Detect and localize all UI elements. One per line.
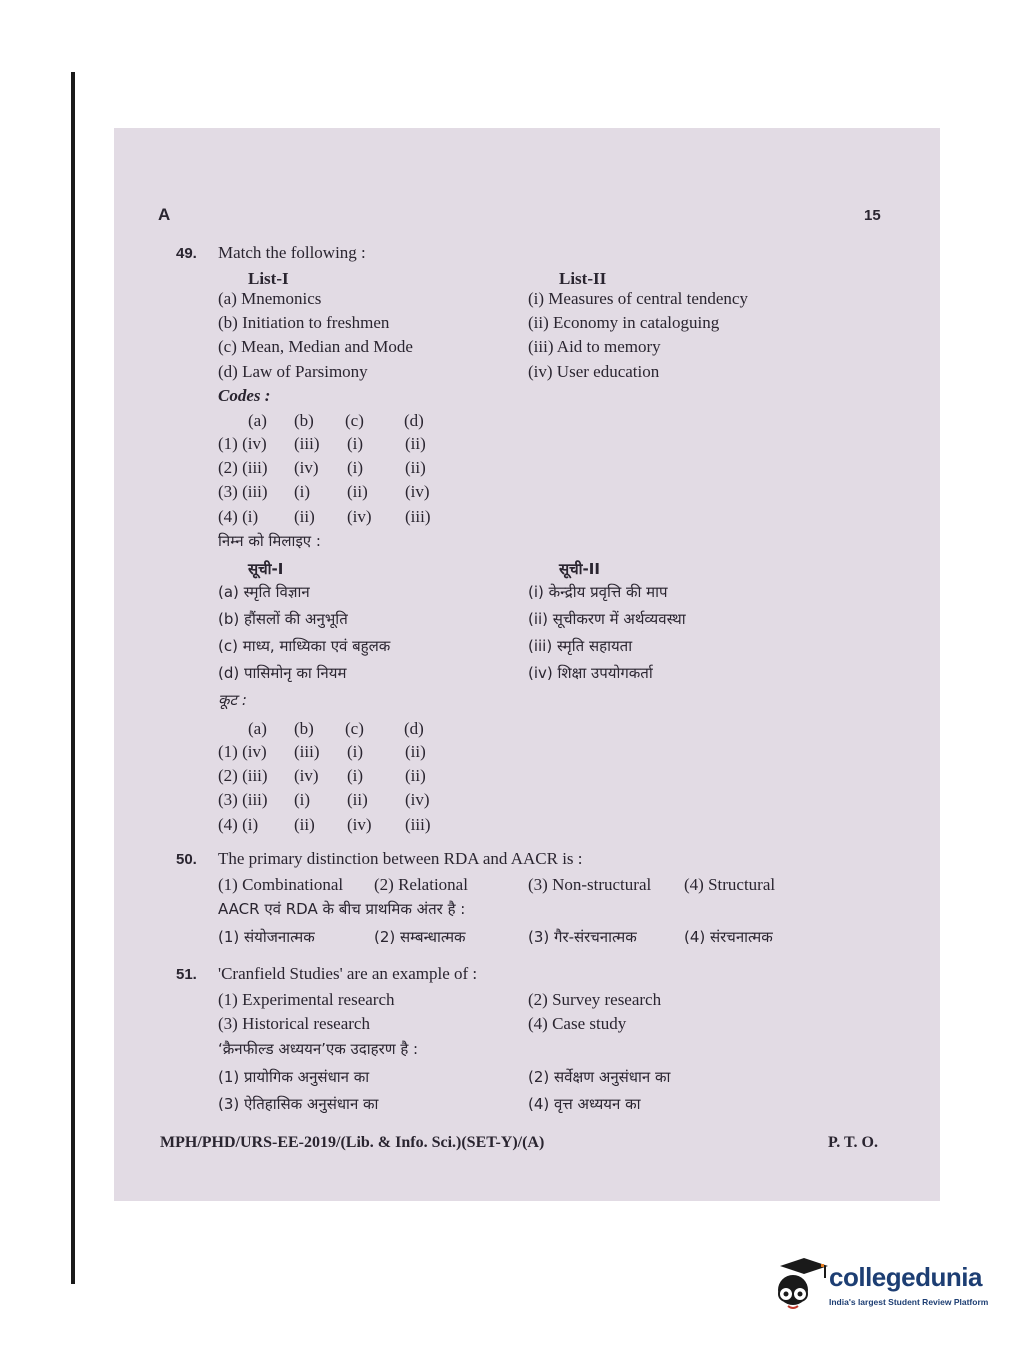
q51-option-hi: (3) ऐतिहासिक अनुसंधान का	[218, 1095, 379, 1113]
code-cell: (iii)	[294, 434, 320, 453]
q49-codes-label-hi: कूट :	[218, 691, 247, 709]
q49-list2-item-hi: (iv) शिक्षा उपयोगकर्ता	[528, 664, 653, 682]
code-cell: (iii)	[405, 507, 431, 526]
q51-number: 51.	[176, 966, 197, 983]
code-cell: (ii)	[347, 482, 368, 501]
code-cell: (iv)	[405, 790, 430, 809]
codes-col-header: (c)	[345, 411, 364, 430]
q50-question-hi: AACR एवं RDA के बीच प्राथमिक अंतर है :	[218, 900, 466, 918]
codes-col-header: (b)	[294, 719, 314, 738]
q49-list1-item: (b) Initiation to freshmen	[218, 313, 390, 332]
codes-col-header: (a)	[248, 411, 267, 430]
q49-list2-title: List-II	[559, 269, 607, 288]
q49-list2-item: (i) Measures of central tendency	[528, 289, 748, 308]
q51-option-hi: (1) प्रायोगिक अनुसंधान का	[218, 1068, 370, 1086]
code-cell: (i)	[347, 458, 364, 477]
code-cell: (iv)	[294, 766, 319, 785]
code-cell: (4) (i)	[218, 815, 259, 834]
q51-option: (3) Historical research	[218, 1014, 370, 1033]
codes-col-header: (d)	[404, 719, 424, 738]
code-cell: (i)	[294, 790, 311, 809]
code-cell: (i)	[294, 482, 311, 501]
q50-option-hi: (2) सम्बन्धात्मक	[374, 928, 466, 946]
q50-number: 50.	[176, 851, 197, 868]
code-cell: (iii)	[405, 815, 431, 834]
q49-list2-item: (ii) Economy in cataloguing	[528, 313, 720, 332]
q49-list1-item: (c) Mean, Median and Mode	[218, 337, 413, 356]
set-letter: A	[158, 205, 171, 224]
q49-list2-item: (iv) User education	[528, 362, 660, 381]
brand-tagline: India's largest Student Review Platform	[829, 1297, 989, 1307]
code-cell: (2) (iii)	[218, 458, 268, 477]
q50-question-en: The primary distinction between RDA and AACR is :	[218, 849, 583, 868]
q50-option-hi: (1) संयोजनात्मक	[218, 928, 315, 946]
codes-col-header: (a)	[248, 719, 267, 738]
q51-option-hi: (2) सर्वेक्षण अनुसंधान का	[528, 1068, 671, 1086]
codes-col-header: (d)	[404, 411, 424, 430]
q50-option-hi: (4) संरचनात्मक	[684, 928, 773, 946]
q49-codes-label: Codes :	[218, 386, 271, 405]
q49-list1-item: (d) Law of Parsimony	[218, 362, 368, 381]
codes-col-header: (b)	[294, 411, 314, 430]
q49-list1-item-hi: (c) माध्य, माध्यिका एवं बहुलक	[218, 637, 391, 655]
q51-question-en: 'Cranfield Studies' are an example of :	[218, 964, 478, 983]
code-cell: (3) (iii)	[218, 482, 268, 501]
page-number: 15	[864, 207, 881, 224]
code-cell: (ii)	[405, 434, 426, 453]
code-cell: (1) (iv)	[218, 434, 267, 453]
code-cell: (3) (iii)	[218, 790, 268, 809]
q49-prompt-en: Match the following :	[218, 243, 366, 262]
q50-option: (4) Structural	[684, 875, 776, 894]
code-cell: (ii)	[294, 815, 315, 834]
q50-option: (1) Combinational	[218, 875, 344, 894]
q49-list1-title: List-I	[248, 269, 289, 288]
q51-option: (1) Experimental research	[218, 990, 395, 1009]
brand-name: collegedunia	[829, 1262, 982, 1292]
q51-option: (4) Case study	[528, 1014, 627, 1033]
q51-option: (2) Survey research	[528, 990, 662, 1009]
q49-list1-title-hi: सूची-I	[248, 560, 284, 578]
code-cell: (ii)	[347, 790, 368, 809]
q49-list2-item-hi: (iii) स्मृति सहायता	[528, 637, 633, 655]
q49-list2-title-hi: सूची-II	[559, 560, 600, 578]
q51-question-hi: ‘क्रैनफील्ड अध्ययन’एक उदाहरण है :	[218, 1040, 419, 1058]
q49-list1-item-hi: (b) हौंसलों की अनुभूति	[218, 610, 348, 628]
code-cell: (ii)	[405, 742, 426, 761]
q51-option-hi: (4) वृत्त अध्ययन का	[528, 1095, 641, 1113]
code-cell: (iii)	[294, 742, 320, 761]
q50-option: (3) Non-structural	[528, 875, 652, 894]
code-cell: (4) (i)	[218, 507, 259, 526]
scan-edge	[71, 72, 75, 1284]
code-cell: (i)	[347, 434, 364, 453]
q49-prompt-hi: निम्न को मिलाइए :	[218, 532, 321, 550]
code-cell: (2) (iii)	[218, 766, 268, 785]
code-cell: (iv)	[347, 507, 372, 526]
q49-list1-item: (a) Mnemonics	[218, 289, 322, 308]
code-cell: (iv)	[405, 482, 430, 501]
code-cell: (i)	[347, 766, 364, 785]
code-cell: (ii)	[405, 766, 426, 785]
q49-number: 49.	[176, 245, 197, 262]
q49-list1-item-hi: (a) स्मृति विज्ञान	[218, 583, 310, 601]
code-cell: (iv)	[294, 458, 319, 477]
q49-list1-item-hi: (d) पासिमोनृ का नियम	[218, 664, 347, 682]
codes-col-header: (c)	[345, 719, 364, 738]
code-cell: (ii)	[294, 507, 315, 526]
q50-option: (2) Relational	[374, 875, 468, 894]
code-cell: (ii)	[405, 458, 426, 477]
paper-code: MPH/PHD/URS-EE-2019/(Lib. & Info. Sci.)(SET-Y)/(A)	[160, 1134, 545, 1151]
q50-option-hi: (3) गैर-संरचनात्मक	[528, 928, 637, 946]
q49-list2-item: (iii) Aid to memory	[528, 337, 661, 356]
q49-list2-item-hi: (ii) सूचीकरण में अर्थव्यवस्था	[528, 610, 686, 628]
code-cell: (i)	[347, 742, 364, 761]
code-cell: (1) (iv)	[218, 742, 267, 761]
pto-label: P. T. O.	[828, 1134, 878, 1151]
q49-list2-item-hi: (i) केन्द्रीय प्रवृत्ति की माप	[528, 583, 668, 601]
code-cell: (iv)	[347, 815, 372, 834]
